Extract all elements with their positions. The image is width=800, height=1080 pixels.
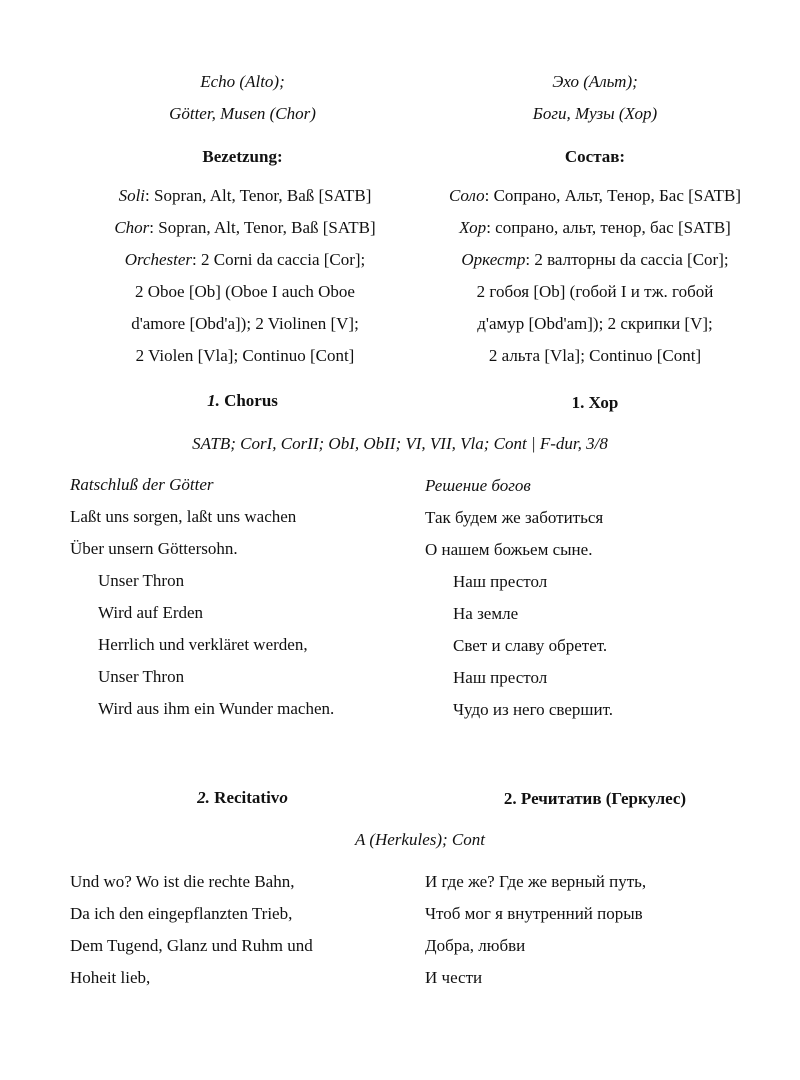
movement2-name-end: o xyxy=(279,788,288,807)
movement2-title-de xyxy=(95,784,390,812)
besetzung-de-line xyxy=(60,308,430,340)
besetzung-label: Хор xyxy=(459,218,487,237)
besetzung-label: Соло xyxy=(448,186,485,205)
besetzung-label: Soli xyxy=(118,186,146,205)
movement2-name: Recitativ xyxy=(209,788,280,807)
movement1-title-ru: 1. Хор xyxy=(571,393,619,412)
besetzung-rest: 2 альта [Vla]; Continuo [Cont] xyxy=(488,346,702,365)
besetzung-de-line xyxy=(60,276,430,308)
cast-ru xyxy=(420,66,770,130)
lyric-line: Unser Thron xyxy=(98,667,185,686)
besetzung-rest: 2 Oboe [Ob] (Oboe I auch Oboe xyxy=(135,282,355,301)
lyric-line: На земле xyxy=(453,604,519,623)
besetzung-ru-line xyxy=(420,340,770,372)
lyric-line: И чести xyxy=(425,968,483,987)
besetzung-de-line xyxy=(60,180,430,212)
cast-ru-line-1: Эхо (Альт); xyxy=(552,72,638,91)
besetzung-de-line xyxy=(60,212,430,244)
besetzung-title-de: Bezetzung: xyxy=(202,147,283,166)
lyric-line: Wird aus ihm ein Wunder machen. xyxy=(98,699,335,718)
besetzung-label: Chor xyxy=(114,218,150,237)
cast-de xyxy=(95,66,390,130)
besetzung-rest: д'амур [Obd'am]); 2 скрипки [V]; xyxy=(477,314,713,333)
lyric-line: Unser Thron xyxy=(98,571,185,590)
movement1-number: 1. xyxy=(207,391,220,410)
besetzung-title-ru: Состав: xyxy=(564,147,626,166)
lyric-line: Свет и славу обретет. xyxy=(453,636,608,655)
movement1-text-ru xyxy=(425,470,770,726)
lyric-line: Чтоб мог я внутренний порыв xyxy=(425,904,643,923)
lyric-line: Добра, любви xyxy=(425,936,526,955)
besetzung-label: Оркестр xyxy=(461,250,526,269)
besetzung-rest: : сопрано, альт, тенор, бас [SATB] xyxy=(486,218,731,237)
movement1-heading-de: Ratschluß der Götter xyxy=(70,475,214,494)
besetzung-rest: : Sopran, Alt, Tenor, Baß [SATB] xyxy=(149,218,376,237)
movement2-scoring: A (Herkules); Cont xyxy=(355,830,485,849)
besetzung-rest: 2 Violen [Vla]; Continuo [Cont] xyxy=(135,346,355,365)
movement2-number: 2. xyxy=(197,788,210,807)
besetzung-rest: : Sopran, Alt, Tenor, Baß [SATB] xyxy=(145,186,372,205)
movement2-text-ru xyxy=(425,866,770,994)
cast-de-line-2: Götter, Musen (Chor) xyxy=(169,104,316,123)
movement1-scoring: SATB; CorI, CorII; ObI, ObII; VI, VII, Vla; Cont | F-dur, 3/8 xyxy=(192,434,608,453)
besetzung-rest: : 2 Corni da caccia [Cor]; xyxy=(192,250,366,269)
lyric-line: Da ich den eingepflanzten Trieb, xyxy=(70,904,293,923)
movement1-name: Chorus xyxy=(219,391,278,410)
lyric-line: Чудо из него свершит. xyxy=(453,700,613,719)
lyric-line: Über unsern Göttersohn. xyxy=(70,539,238,558)
besetzung-de-line xyxy=(60,244,430,276)
lyric-line: Hoheit lieb, xyxy=(70,968,151,987)
movement1-text-de xyxy=(70,469,410,725)
besetzung-ru-line xyxy=(420,180,770,212)
lyric-line: Dem Tugend, Glanz und Ruhm und xyxy=(70,936,313,955)
lyric-line: Herrlich und verkläret werden, xyxy=(98,635,308,654)
besetzung-ru-line xyxy=(420,276,770,308)
lyric-line: О нашем божьем сыне. xyxy=(425,540,593,559)
besetzung-ru-line xyxy=(420,212,770,244)
lyric-line: Наш престол xyxy=(453,668,548,687)
movement2-title-ru: 2. Речитатив (Геркулес) xyxy=(503,789,687,808)
besetzung-de xyxy=(60,180,430,372)
lyric-line: Laßt uns sorgen, laßt uns wachen xyxy=(70,507,297,526)
movement2-text-de xyxy=(70,866,410,994)
besetzung-rest: 2 гобоя [Ob] (гобой I и тж. гобой xyxy=(476,282,714,301)
movement1-heading-ru: Решение богов xyxy=(425,476,531,495)
besetzung-rest: : 2 валторны da caccia [Cor]; xyxy=(525,250,729,269)
cast-de-line-1: Echo (Alto); xyxy=(200,72,285,91)
lyric-line: И где же? Где же верный путь, xyxy=(425,872,647,891)
besetzung-label: Orchester xyxy=(124,250,193,269)
besetzung-rest: : Сопрано, Альт, Тенор, Бас [SATB] xyxy=(484,186,742,205)
besetzung-ru-line xyxy=(420,244,770,276)
lyric-line: Наш престол xyxy=(453,572,548,591)
besetzung-de-line xyxy=(60,340,430,372)
lyric-line: Wird auf Erden xyxy=(98,603,204,622)
cast-ru-line-2: Боги, Музы (Хор) xyxy=(532,104,658,123)
movement1-title-de xyxy=(95,387,390,415)
besetzung-rest: d'amore [Obd'a]); 2 Violinen [V]; xyxy=(131,314,359,333)
lyric-line: Так будем же заботиться xyxy=(425,508,604,527)
besetzung-ru xyxy=(420,180,770,372)
besetzung-ru-line xyxy=(420,308,770,340)
lyric-line: Und wo? Wo ist die rechte Bahn, xyxy=(70,872,295,891)
